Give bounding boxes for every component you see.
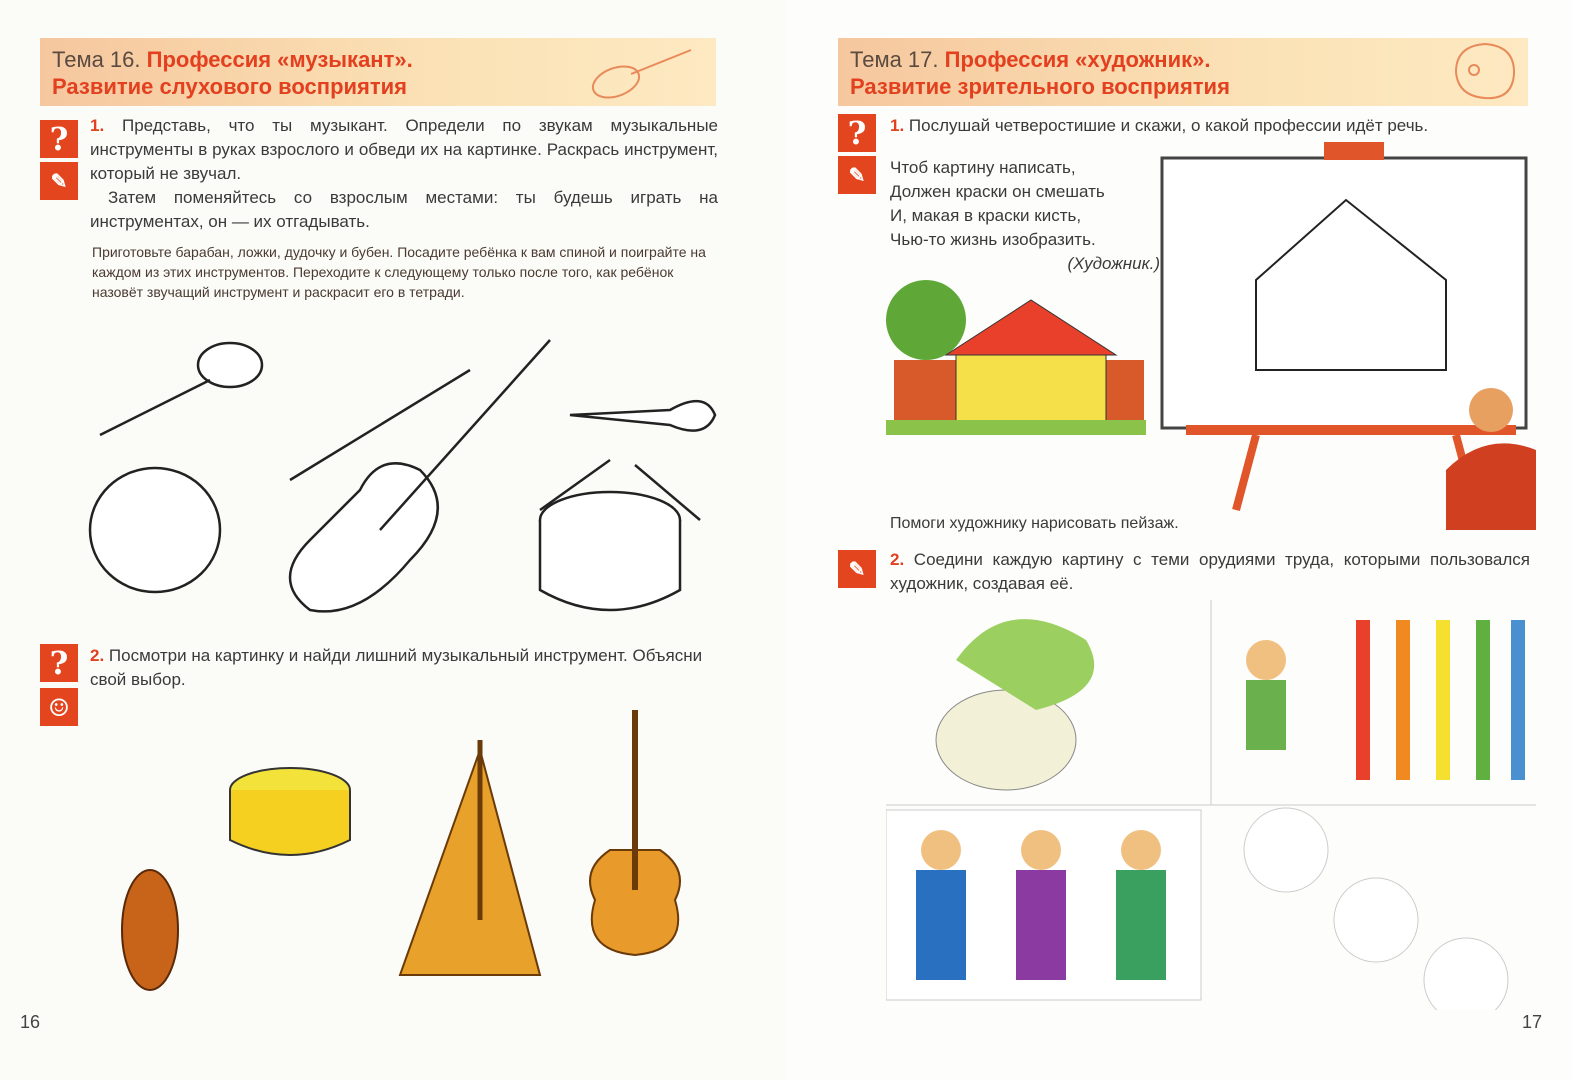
lesson-subtitle: Развитие слухового восприятия (52, 74, 408, 99)
tree (886, 280, 966, 360)
task-number: 1. (890, 116, 905, 135)
task-number: 1. (90, 116, 105, 135)
lesson-title: Профессия «художник». (944, 47, 1211, 72)
face-icon: ☺ (40, 688, 78, 726)
pencil-icon: ✎ (40, 162, 78, 200)
lesson-header (40, 38, 716, 106)
poem-answer: (Художник.) (1067, 254, 1160, 273)
crayons-tool (1424, 938, 1508, 1010)
page-number: 16 (20, 1012, 41, 1032)
right-page (786, 0, 1572, 1080)
task-number: 2. (890, 550, 905, 569)
palette-tool (1244, 808, 1328, 892)
pencil-icon: ✎ (838, 550, 876, 588)
artist-with-pencils (1246, 620, 1525, 780)
artist-figure (1469, 388, 1513, 432)
lesson-number: Тема 16. (52, 47, 141, 72)
violin-illustration (122, 870, 178, 990)
poem-line: И, макая в краски кисть, (890, 206, 1082, 225)
task-text: Посмотри на картинку и найди лишний музыкальный инструмент. Объясни свой выбор. (90, 646, 703, 689)
poem-line: Чью-то жизнь изобразить. (890, 230, 1096, 249)
colored-pencils-tool (1334, 878, 1418, 962)
poem-line: Должен краски он смешать (890, 182, 1105, 201)
house-colored (946, 300, 1116, 355)
page-number: 17 (1521, 1012, 1542, 1032)
task-text: Соедини каждую картину с теми орудиями труда, которыми пользовался художник, создавая её. (890, 550, 1530, 593)
lesson-header (838, 38, 1528, 106)
tambourine-illustration (90, 468, 220, 592)
question-icon: ? (40, 644, 78, 682)
lesson-number: Тема 17. (850, 47, 939, 72)
task-caption: Помоги художнику нарисовать пейзаж. (890, 515, 1179, 532)
task-text: Послушай четверостишие и скажи, о какой профессии идёт речь. (908, 116, 1429, 135)
pipe-illustration (570, 401, 715, 431)
instrument-outlines (80, 320, 730, 630)
question-icon: ? (40, 120, 78, 158)
task-text-2: Затем поменяйтесь со взрослым местами: ты будешь играть на инструментах, он — их отгадывать. (90, 188, 718, 231)
matching-pictures (886, 600, 1536, 1010)
balalaika-illustration (400, 750, 540, 975)
palette-icon (1450, 40, 1520, 104)
poem-line: Чтоб картину написать, (890, 158, 1076, 177)
task-number: 2. (90, 646, 105, 665)
lesson-title: Профессия «музыкант». (146, 47, 413, 72)
drum-illustration (230, 790, 350, 855)
task-text: Представь, что ты музыкант. Определи по звукам музыкальные инструменты в руках взрослого и обведи их на картинке. Раскрась инструмент, который не звучал. (90, 116, 718, 183)
lesson-subtitle: Развитие зрительного восприятия (850, 74, 1230, 99)
teacher-note: Приготовьте барабан, ложки, дудочку и бубен. Посадите ребёнка к вам спиной и поиграйте на каждом из этих инструментов. Переходите к следующему только после того, как ребёнок назовёт звучащий инструмент и раскрасит его в тетради. (92, 244, 706, 300)
easel-illustration (886, 140, 1546, 530)
violin-icon (586, 42, 696, 102)
turnip-picture (936, 619, 1094, 790)
colored-instruments (100, 700, 700, 1010)
question-icon: ? (838, 114, 876, 152)
pencil-icon: ✎ (838, 156, 876, 194)
violin-illustration (290, 463, 438, 611)
